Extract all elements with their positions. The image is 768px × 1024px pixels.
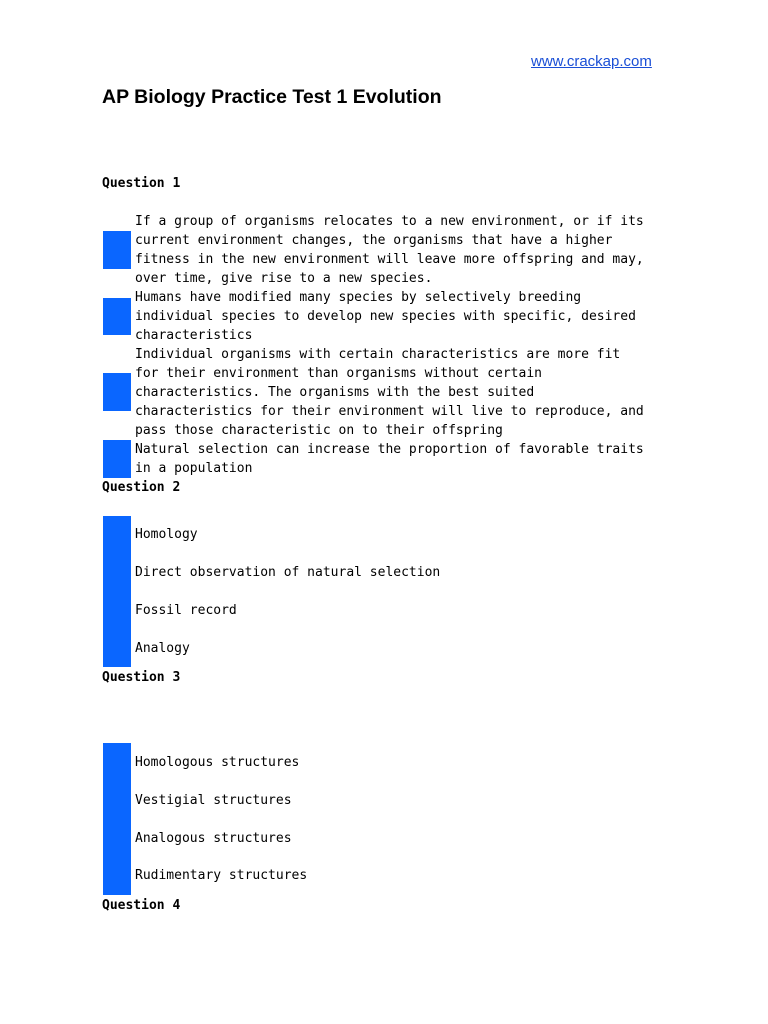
question-2-heading: Question 2 bbox=[102, 480, 181, 495]
question-3-heading: Question 3 bbox=[102, 670, 181, 685]
answer-marker[interactable] bbox=[103, 231, 131, 269]
answer-marker[interactable] bbox=[103, 440, 131, 478]
answer-option[interactable]: Fossil record bbox=[135, 603, 237, 618]
answer-option[interactable]: Rudimentary structures bbox=[135, 868, 308, 883]
answer-option[interactable]: Homology bbox=[135, 527, 198, 542]
answer-option[interactable]: Homologous structures bbox=[135, 755, 300, 770]
answer-marker[interactable] bbox=[103, 298, 131, 335]
answer-option[interactable]: If a group of organisms relocates to a new environment, or if its current environment changes, the organisms that have a higher fitness in the new environment will leave more offspring and may, over time, give rise to a new species. bbox=[135, 214, 644, 286]
answer-option[interactable]: Natural selection can increase the proportion of favorable traits in a population bbox=[135, 442, 644, 476]
answer-marker[interactable] bbox=[103, 516, 131, 667]
question-4-heading: Question 4 bbox=[102, 898, 181, 913]
answer-option[interactable]: Analogy bbox=[135, 641, 190, 656]
question-1-heading: Question 1 bbox=[102, 176, 181, 191]
answer-option[interactable]: Vestigial structures bbox=[135, 793, 292, 808]
answer-option[interactable]: Analogous structures bbox=[135, 831, 292, 846]
answer-option[interactable]: Individual organisms with certain characteristics are more fit for their environment than organisms without certain characteristics. The organisms with the best suited characteristics for their environment will live to reproduce, and pass those characteristic on to their offspring bbox=[135, 347, 644, 438]
answer-marker[interactable] bbox=[103, 373, 131, 411]
page-title: AP Biology Practice Test 1 Evolution bbox=[102, 86, 442, 108]
answer-option[interactable]: Humans have modified many species by selectively breeding individual species to develop new species with specific, desired characteristics bbox=[135, 290, 636, 343]
answer-marker[interactable] bbox=[103, 743, 131, 895]
site-link[interactable]: www.crackap.com bbox=[531, 53, 652, 70]
answer-option[interactable]: Direct observation of natural selection bbox=[135, 565, 441, 580]
